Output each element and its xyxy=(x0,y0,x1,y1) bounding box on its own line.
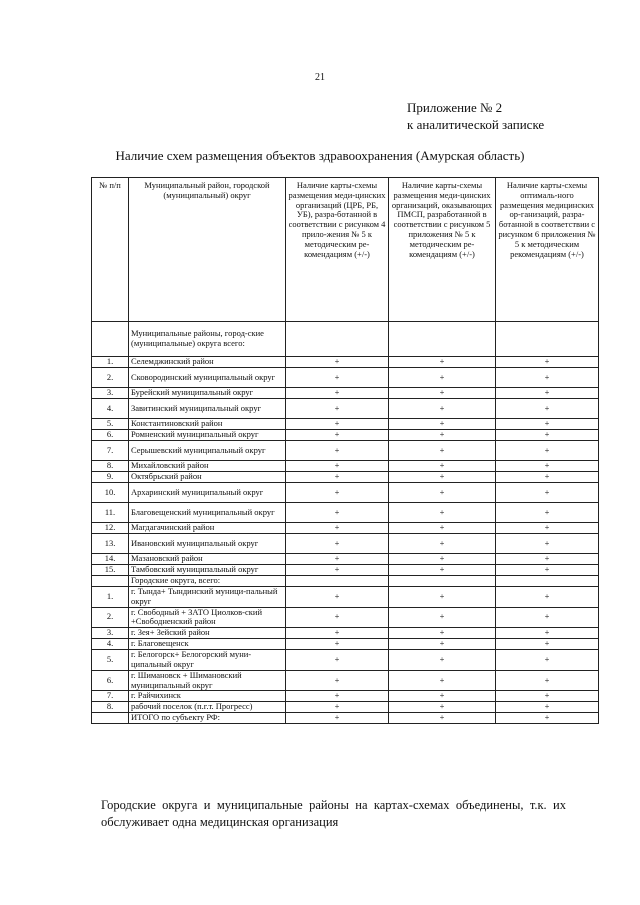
table-row xyxy=(92,670,599,691)
row-mark-optimal: + xyxy=(496,399,599,419)
row-mark-primary-care: + xyxy=(389,503,496,523)
row-name: Селемджинский район xyxy=(129,357,286,368)
row-mark-hospitals: + xyxy=(286,702,389,713)
row-mark-optimal: + xyxy=(496,357,599,368)
group-cell-2 xyxy=(389,322,496,357)
row-number: 3. xyxy=(92,388,129,399)
row-mark-hospitals: + xyxy=(286,565,389,576)
row-mark-hospitals: + xyxy=(286,523,389,534)
row-name: Мазановский район xyxy=(129,554,286,565)
table-row xyxy=(92,388,599,399)
table-row xyxy=(92,483,599,503)
header-map-primary-care: Наличие карты-схемы размещения меди-цинских организаций, оказывающих ПМСП, разработанной в соответствии с рисунком 5 приложения № 5 к методическим ре-комендациям (+/-) xyxy=(389,178,496,322)
healthcare-schemes-table xyxy=(91,177,599,724)
row-number: 11. xyxy=(92,503,129,523)
row-number: 2. xyxy=(92,368,129,388)
group-row xyxy=(92,576,599,587)
group-cell-3 xyxy=(496,322,599,357)
row-name: Сковородинский муниципальный округ xyxy=(129,368,286,388)
row-name: г. Райчихинск xyxy=(129,691,286,702)
group-row xyxy=(92,322,599,357)
table-row xyxy=(92,503,599,523)
row-mark-optimal: + xyxy=(496,554,599,565)
table-row xyxy=(92,691,599,702)
row-mark-primary-care: + xyxy=(389,461,496,472)
row-mark-optimal: + xyxy=(496,587,599,608)
row-number: 2. xyxy=(92,607,129,628)
row-number: 8. xyxy=(92,702,129,713)
row-number: 10. xyxy=(92,483,129,503)
table-row xyxy=(92,587,599,608)
row-name: рабочий поселок (п.г.т. Прогресс) xyxy=(129,702,286,713)
row-number: 4. xyxy=(92,399,129,419)
group-label: Городские округа, всего: xyxy=(129,576,286,587)
total-mark-optimal: + xyxy=(496,713,599,724)
row-number: 7. xyxy=(92,691,129,702)
table-row xyxy=(92,523,599,534)
total-mark-primary-care: + xyxy=(389,713,496,724)
document-title: Наличие схем размещения объектов здравоохранения (Амурская область) xyxy=(115,148,525,163)
row-mark-primary-care: + xyxy=(389,554,496,565)
row-mark-hospitals: + xyxy=(286,650,389,671)
table-row xyxy=(92,357,599,368)
row-name: Константиновский район xyxy=(129,419,286,430)
row-mark-hospitals: + xyxy=(286,461,389,472)
row-number: 4. xyxy=(92,639,129,650)
row-number: 1. xyxy=(92,357,129,368)
row-name: Ромненский муниципальный округ xyxy=(129,430,286,441)
appendix-line-1: Приложение № 2 xyxy=(407,100,503,115)
row-number: 5. xyxy=(92,419,129,430)
header-district: Муниципальный район, городской (муниципальный) округ xyxy=(129,178,286,322)
row-mark-hospitals: + xyxy=(286,534,389,554)
row-mark-optimal: + xyxy=(496,607,599,628)
row-mark-optimal: + xyxy=(496,461,599,472)
row-number: 8. xyxy=(92,461,129,472)
row-mark-hospitals: + xyxy=(286,639,389,650)
row-name: Тамбовский муниципальный округ xyxy=(129,565,286,576)
row-number: 14. xyxy=(92,554,129,565)
row-number: 1. xyxy=(92,587,129,608)
row-name: Благовещенский муниципальный округ xyxy=(129,503,286,523)
row-mark-primary-care: + xyxy=(389,368,496,388)
table-row xyxy=(92,650,599,671)
row-mark-optimal: + xyxy=(496,650,599,671)
row-mark-optimal: + xyxy=(496,565,599,576)
row-number: 3. xyxy=(92,628,129,639)
row-mark-primary-care: + xyxy=(389,639,496,650)
row-name: Бурейский муниципальный округ xyxy=(129,388,286,399)
total-mark-hospitals: + xyxy=(286,713,389,724)
row-mark-hospitals: + xyxy=(286,628,389,639)
row-mark-hospitals: + xyxy=(286,483,389,503)
group-cell-3 xyxy=(496,576,599,587)
header-num: № п/п xyxy=(92,178,129,322)
row-mark-hospitals: + xyxy=(286,430,389,441)
row-mark-hospitals: + xyxy=(286,388,389,399)
row-mark-hospitals: + xyxy=(286,587,389,608)
row-mark-hospitals: + xyxy=(286,419,389,430)
row-mark-optimal: + xyxy=(496,503,599,523)
row-number: 12. xyxy=(92,523,129,534)
row-mark-primary-care: + xyxy=(389,430,496,441)
row-mark-primary-care: + xyxy=(389,419,496,430)
row-mark-primary-care: + xyxy=(389,534,496,554)
footer-note: Городские округа и муниципальные районы на картах-схемах объединены, т.к. их обслуживает одна медицинская организация xyxy=(101,798,566,829)
row-mark-hospitals: + xyxy=(286,670,389,691)
table-row xyxy=(92,461,599,472)
row-mark-optimal: + xyxy=(496,419,599,430)
group-cell-1 xyxy=(286,576,389,587)
row-number: 9. xyxy=(92,472,129,483)
table-row xyxy=(92,368,599,388)
row-name: г. Свободный + ЗАТО Циолков-ский +Свободненский район xyxy=(129,607,286,628)
row-mark-primary-care: + xyxy=(389,650,496,671)
row-name: г. Белогорск+ Белогорский муни-ципальный округ xyxy=(129,650,286,671)
row-mark-primary-care: + xyxy=(389,670,496,691)
table-row xyxy=(92,565,599,576)
table-row xyxy=(92,472,599,483)
table-row xyxy=(92,534,599,554)
row-mark-primary-care: + xyxy=(389,483,496,503)
table-row xyxy=(92,554,599,565)
row-mark-primary-care: + xyxy=(389,388,496,399)
group-num-cell xyxy=(92,322,129,357)
row-name: Завитинский муниципальный округ xyxy=(129,399,286,419)
row-mark-optimal: + xyxy=(496,534,599,554)
row-mark-primary-care: + xyxy=(389,587,496,608)
table-row xyxy=(92,607,599,628)
row-mark-optimal: + xyxy=(496,388,599,399)
group-num-cell xyxy=(92,576,129,587)
row-mark-hospitals: + xyxy=(286,472,389,483)
row-name: Ивановский муниципальный округ xyxy=(129,534,286,554)
row-mark-hospitals: + xyxy=(286,691,389,702)
row-name: г. Зея+ Зейский район xyxy=(129,628,286,639)
row-name: Октябрьский район xyxy=(129,472,286,483)
row-mark-primary-care: + xyxy=(389,607,496,628)
appendix-line-2: к аналитической записке xyxy=(407,117,545,132)
group-cell-2 xyxy=(389,576,496,587)
row-mark-optimal: + xyxy=(496,368,599,388)
row-mark-hospitals: + xyxy=(286,503,389,523)
header-map-optimal: Наличие карты-схемы оптималь-ного размещения медицинских ор-ганизаций, разра-ботанной в соответствии с рисунком 6 приложения № 5 к методическим рекомендациям (+/-) xyxy=(496,178,599,322)
row-mark-primary-care: + xyxy=(389,441,496,461)
total-row xyxy=(92,713,599,724)
row-mark-hospitals: + xyxy=(286,399,389,419)
group-label: Муниципальные районы, город-ские (муниципальные) округа всего: xyxy=(129,322,286,357)
row-name: Серышевский муниципальный округ xyxy=(129,441,286,461)
row-mark-primary-care: + xyxy=(389,702,496,713)
row-mark-optimal: + xyxy=(496,430,599,441)
row-mark-primary-care: + xyxy=(389,357,496,368)
table-body xyxy=(92,322,599,724)
table-header-row xyxy=(92,178,599,322)
row-mark-primary-care: + xyxy=(389,472,496,483)
row-number: 6. xyxy=(92,430,129,441)
page-number: 21 xyxy=(315,72,325,83)
row-name: г. Тында+ Тындинский муници-пальный округ xyxy=(129,587,286,608)
table-row xyxy=(92,702,599,713)
row-name: Архаринский муниципальный округ xyxy=(129,483,286,503)
row-mark-optimal: + xyxy=(496,472,599,483)
row-mark-optimal: + xyxy=(496,483,599,503)
row-mark-primary-care: + xyxy=(389,691,496,702)
row-mark-hospitals: + xyxy=(286,368,389,388)
row-mark-optimal: + xyxy=(496,639,599,650)
table-row xyxy=(92,399,599,419)
table-row xyxy=(92,628,599,639)
row-name: г. Благовещенск xyxy=(129,639,286,650)
row-mark-hospitals: + xyxy=(286,607,389,628)
row-name: г. Шимановск + Шимановский муниципальный округ xyxy=(129,670,286,691)
row-mark-optimal: + xyxy=(496,628,599,639)
header-map-hospitals: Наличие карты-схемы размещения меди-цинских организаций (ЦРБ, РБ, УБ), разра-ботанной в соответствии с рисунком 4 прило-жения № 5 к методическим ре-комендациям (+/-) xyxy=(286,178,389,322)
row-mark-primary-care: + xyxy=(389,628,496,639)
row-mark-hospitals: + xyxy=(286,554,389,565)
row-mark-optimal: + xyxy=(496,702,599,713)
row-number: 5. xyxy=(92,650,129,671)
group-cell-1 xyxy=(286,322,389,357)
row-number: 7. xyxy=(92,441,129,461)
appendix-label xyxy=(407,99,544,133)
table-row xyxy=(92,419,599,430)
table-row xyxy=(92,639,599,650)
row-mark-optimal: + xyxy=(496,523,599,534)
row-mark-primary-care: + xyxy=(389,523,496,534)
total-label: ИТОГО по субъекту РФ: xyxy=(129,713,286,724)
row-mark-primary-care: + xyxy=(389,399,496,419)
row-name: Магдагачинский район xyxy=(129,523,286,534)
row-number: 6. xyxy=(92,670,129,691)
row-mark-optimal: + xyxy=(496,691,599,702)
row-number: 15. xyxy=(92,565,129,576)
table-row xyxy=(92,441,599,461)
row-mark-optimal: + xyxy=(496,441,599,461)
row-mark-hospitals: + xyxy=(286,441,389,461)
row-number: 13. xyxy=(92,534,129,554)
table-row xyxy=(92,430,599,441)
row-name: Михайловский район xyxy=(129,461,286,472)
row-mark-primary-care: + xyxy=(389,565,496,576)
total-num-cell xyxy=(92,713,129,724)
row-mark-hospitals: + xyxy=(286,357,389,368)
row-mark-optimal: + xyxy=(496,670,599,691)
